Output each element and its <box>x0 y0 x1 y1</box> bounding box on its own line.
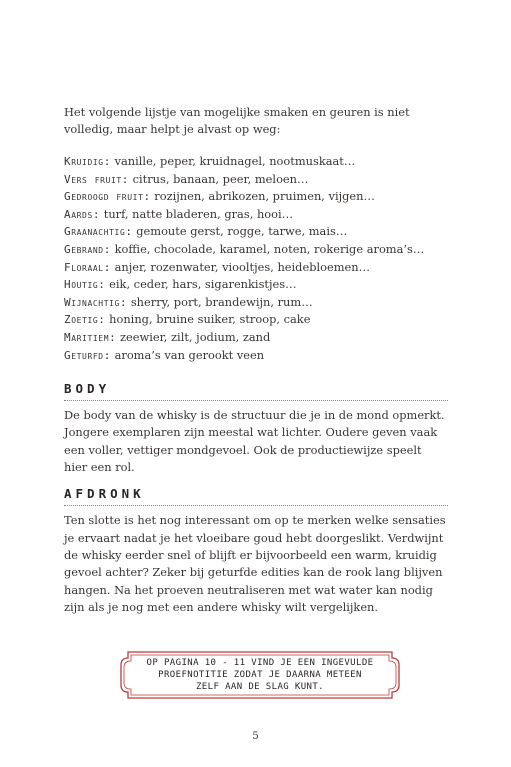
page-content <box>64 104 448 616</box>
flavor-key: Floraal: <box>64 260 111 274</box>
callout-line: PROEFNOTITIE ZODAT JE DAARNA METEEN <box>158 670 362 680</box>
flavor-item <box>64 206 448 224</box>
flavor-key: Wijnachtig: <box>64 295 128 309</box>
flavor-key: Vers fruit: <box>64 172 129 186</box>
flavor-item <box>64 311 448 329</box>
flavor-key: Geturfd: <box>64 348 111 362</box>
flavor-key: Aards: <box>64 207 101 221</box>
flavor-value: anjer, rozenwater, viooltjes, heidebloemen… <box>114 259 371 274</box>
page-number: 5 <box>252 731 259 742</box>
body-heading: BODY <box>64 381 448 401</box>
afdronk-paragraph: Ten slotte is het nog interessant om op te merken welke sensaties je ervaart nadat je het vloeibare goud hebt doorgeslikt. Verdwijnt de whisky eerder snel of blijft er bijvoorbeeld een warm, kruidig gevoel achter? Zeker bij geturfde edities kan de rook lang blijven hangen. Na het proeven neutraliseren met wat water kan nodig zijn als je nog met een andere whisky wilt vergelijken. <box>64 513 446 614</box>
flavor-value: turf, natte bladeren, gras, hooi… <box>103 206 294 221</box>
flavor-value: gemoute gerst, rogge, tarwe, mais… <box>136 224 348 239</box>
flavor-key: Graanachtig: <box>64 225 133 239</box>
flavor-value: koffie, chocolade, karamel, noten, rokerige aroma’s… <box>114 241 425 256</box>
flavor-value: aroma’s van gerookt veen <box>114 347 265 362</box>
flavor-list <box>64 153 448 364</box>
flavor-value: rozijnen, abrikozen, pruimen, vijgen… <box>154 189 375 204</box>
body-section <box>64 381 448 476</box>
flavor-value: zeewier, zilt, jodium, zand <box>120 329 271 344</box>
flavor-key: Zoetig: <box>64 313 106 327</box>
flavor-item <box>64 294 448 312</box>
flavor-key: Maritiem: <box>64 330 117 344</box>
flavor-item <box>64 153 448 171</box>
flavor-key: Kruidig: <box>64 155 111 168</box>
flavor-item <box>64 188 448 206</box>
flavor-key: Gebrand: <box>64 242 111 256</box>
callout-line: ZELF AAN DE SLAG KUNT. <box>195 682 324 692</box>
flavor-item <box>64 276 448 294</box>
flavor-value: eik, ceder, hars, sigarenkistjes… <box>109 277 297 292</box>
intro-paragraph: Het volgende lijstje van mogelijke smaken en geuren is niet volledig, maar helpt je alvast op weg: <box>64 105 410 136</box>
flavor-value: vanille, peper, kruidnagel, nootmuskaat… <box>114 154 356 168</box>
flavor-item <box>64 171 448 189</box>
flavor-value: citrus, banaan, peer, meloen… <box>132 171 309 186</box>
flavor-item <box>64 241 448 259</box>
flavor-item <box>64 329 448 347</box>
flavor-value: honing, bruine suiker, stroop, cake <box>109 312 311 327</box>
afdronk-section <box>64 486 448 616</box>
flavor-key: Houtig: <box>64 278 106 292</box>
callout-line: OP PAGINA 10 - 11 VIND JE EEN INGEVULDE <box>146 658 374 668</box>
flavor-item <box>64 223 448 241</box>
flavor-key: Gedroogd fruit: <box>64 190 151 204</box>
body-paragraph: De body van de whisky is de structuur die je in de mond opmerkt. Jongere exemplaren zijn meestal wat lichter. Oudere geven vaak een voller, vettiger mondgevoel. Ook de productiewijze speelt hier een rol. <box>64 408 445 475</box>
callout-text <box>118 657 402 693</box>
flavor-item <box>64 347 448 365</box>
flavor-value: sherry, port, brandewijn, rum… <box>130 294 313 309</box>
afdronk-heading: AFDRONK <box>64 486 448 506</box>
flavor-item <box>64 259 448 277</box>
callout-box <box>118 650 402 700</box>
